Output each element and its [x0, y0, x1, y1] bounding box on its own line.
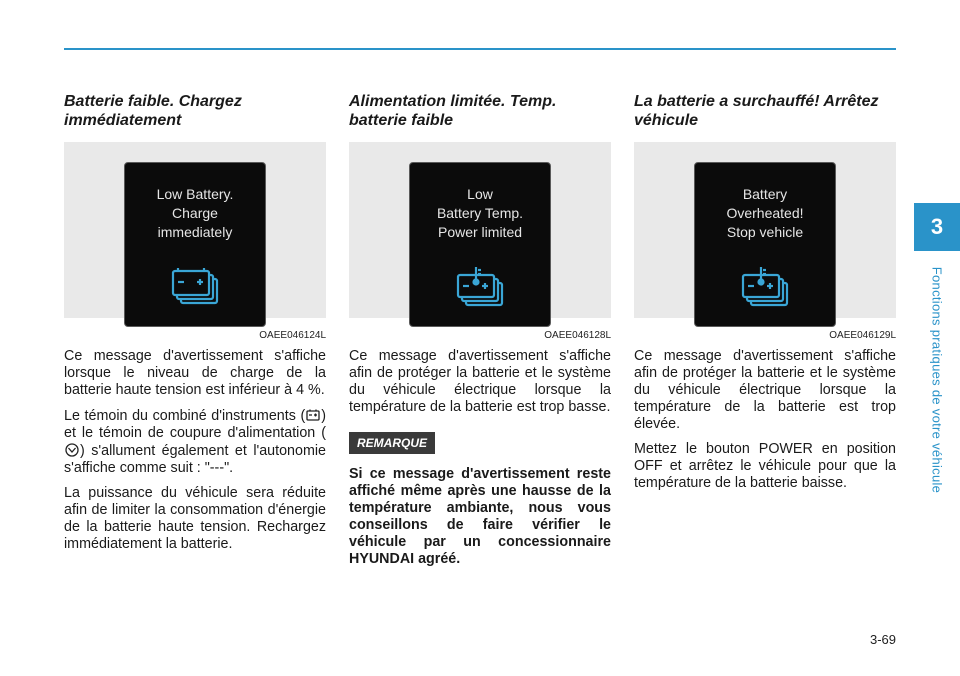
text-run: Le témoin du combiné d'instruments (: [64, 408, 306, 424]
battery-thermometer-icon: [454, 265, 508, 309]
display-message: Low Battery Temp. Power limited: [436, 186, 524, 240]
figure-caption: OAEE046129L: [829, 330, 896, 341]
chapter-label-text: Fonctions pratiques de votre véhicule: [929, 266, 945, 494]
paragraph: [64, 407, 326, 477]
power-limit-icon: [64, 442, 80, 458]
paragraph: Ce message d'avertissement s'affiche afin de protéger la batterie et le système du véhicule électrique lorsque la température de la batterie est trop basse.: [349, 348, 611, 415]
cluster-figure: [64, 142, 326, 318]
cluster-figure: [349, 142, 611, 318]
section-heading: La batterie a surchauffé! Arrêtez véhicule: [634, 93, 879, 129]
paragraph: Ce message d'avertissement s'affiche afin de protéger la batterie et le système du véhicule électrique lorsque la température de la batterie est trop élevée.: [634, 348, 896, 432]
column-low-battery: [64, 92, 326, 553]
column-low-temp: [349, 92, 611, 568]
figure-caption: OAEE046124L: [259, 330, 326, 341]
battery-thermometer-icon: [739, 265, 793, 309]
cluster-figure: [634, 142, 896, 318]
text-run: ) et le témoin de coupure d'alimentation (: [64, 408, 326, 441]
display-message: Low Battery. Charge immediately: [156, 186, 234, 240]
note-text: Si ce message d'avertissement reste affiché même après une hausse de la température ambiante, nous vous conseillons de faire vérifier le véhicule par un concessionnaire HYUNDAI agréé.: [349, 466, 611, 567]
top-rule: [64, 48, 896, 50]
text-run: ) s'allument également et l'autonomie s'affiche comme suit : "---".: [64, 443, 326, 476]
paragraph: La puissance du véhicule sera réduite afin de limiter la consommation d'énergie de la batterie haute tension. Rechargez immédiatement la batterie.: [64, 485, 326, 552]
figure-caption: OAEE046128L: [544, 330, 611, 341]
paragraph: Mettez le bouton POWER en position OFF et arrêtez le véhicule pour que la température de la batterie baisse.: [634, 441, 896, 491]
page-number: 3-69: [869, 632, 896, 647]
chapter-tab: 3: [914, 203, 960, 251]
section-heading: Alimentation limitée. Temp. batterie faible: [349, 93, 557, 129]
section-heading: Batterie faible. Chargez immédiatement: [64, 93, 242, 129]
cluster-display: [694, 162, 836, 327]
cluster-display: [124, 162, 266, 327]
display-message: Battery Overheated! Stop vehicle: [726, 186, 804, 240]
battery-stack-icon: [169, 265, 223, 309]
column-overheated: [634, 92, 896, 492]
battery-warning-icon: [305, 407, 321, 423]
paragraph: Ce message d'avertissement s'affiche lorsque le niveau de charge de la batterie haute tension est inférieur à 4 %.: [64, 348, 326, 398]
cluster-display: [409, 162, 551, 327]
note-badge: REMARQUE: [349, 432, 435, 454]
